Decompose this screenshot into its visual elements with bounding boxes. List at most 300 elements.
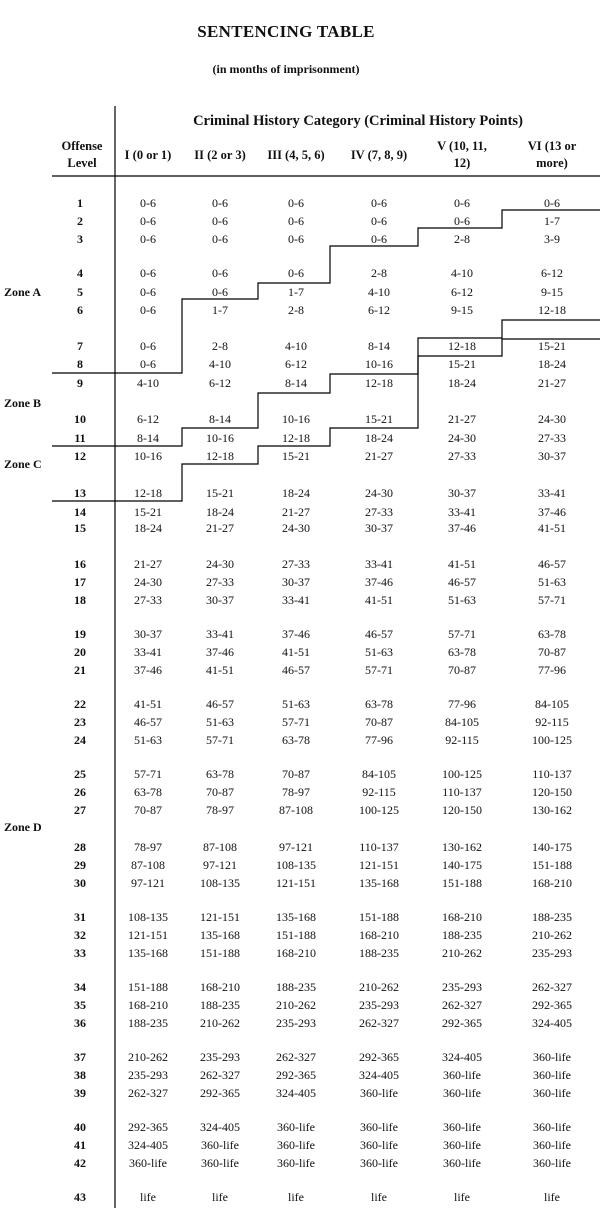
zone-d-label: Zone D [4, 820, 42, 834]
sentence-range-cell: 24-30 [134, 575, 162, 589]
sentence-range-cell: 0-6 [371, 232, 387, 246]
sentence-range-cell: 30-37 [282, 575, 310, 589]
sentence-range-cell: 9-15 [541, 285, 563, 299]
sentence-range-cell: 2-8 [212, 339, 228, 353]
sentence-range-cell: life [544, 1190, 560, 1204]
sentence-range-cell: 41-51 [365, 593, 393, 607]
sentence-range-cell: 360-life [360, 1120, 398, 1134]
sentence-range-cell: 15-21 [206, 486, 234, 500]
sentence-range-cell: 235-293 [276, 1016, 316, 1030]
sentence-range-cell: 41-51 [282, 645, 310, 659]
column-header-line: III (4, 5, 6) [267, 148, 325, 162]
sentence-range-cell: 110-137 [359, 840, 399, 854]
sentence-range-cell: 110-137 [442, 785, 482, 799]
sentence-range-cell: 135-168 [359, 876, 399, 890]
offense-level-cell: 28 [74, 840, 86, 854]
sentence-range-cell: 151-188 [276, 928, 316, 942]
offense-level-cell: 39 [74, 1086, 86, 1100]
sentence-range-cell: 30-37 [134, 627, 162, 641]
offense-level-cell: 23 [74, 715, 86, 729]
sentence-range-cell: 6-12 [137, 412, 159, 426]
sentence-range-cell: 41-51 [206, 663, 234, 677]
sentence-range-cell: 360-life [443, 1156, 481, 1170]
sentence-range-cell: 0-6 [212, 214, 228, 228]
column-header-line: 12) [453, 156, 471, 170]
offense-level-cell: 20 [74, 645, 86, 659]
offense-level-cell: 15 [74, 521, 86, 535]
sentence-range-cell: 292-365 [276, 1068, 316, 1082]
sentence-range-cell: 37-46 [206, 645, 234, 659]
sentence-range-cell: 360-life [129, 1156, 167, 1170]
sentence-range-cell: 188-235 [200, 998, 240, 1012]
sentence-range-cell: 33-41 [282, 593, 310, 607]
sentence-range-cell: 0-6 [454, 214, 470, 228]
offense-level-cell: 34 [74, 980, 86, 994]
sentence-range-cell: 97-121 [203, 858, 237, 872]
column-header-line: I (0 or 1) [124, 148, 172, 162]
sentence-range-cell: 57-71 [282, 715, 310, 729]
sentence-range-cell: 6-12 [368, 303, 390, 317]
sentence-range-cell: 360-life [277, 1120, 315, 1134]
sentence-range-cell: 2-8 [454, 232, 470, 246]
sentence-range-cell: 0-6 [212, 285, 228, 299]
offense-level-cell: 19 [74, 627, 86, 641]
offense-level-cell: 22 [74, 697, 86, 711]
sentence-range-cell: 33-41 [538, 486, 566, 500]
sentence-range-cell: 140-175 [442, 858, 482, 872]
sentence-range-cell: 24-30 [448, 431, 476, 445]
column-header-line: V (10, 11, [437, 139, 487, 153]
offense-level-cell: 17 [74, 575, 86, 589]
sentence-range-cell: 262-327 [442, 998, 482, 1012]
sentence-range-cell: 24-30 [206, 557, 234, 571]
sentence-range-cell: 2-8 [288, 303, 304, 317]
sentence-range-cell: 18-24 [538, 357, 566, 371]
sentence-range-cell: 1-7 [544, 214, 560, 228]
sentence-range-cell: 27-33 [365, 505, 393, 519]
sentence-range-cell: 120-150 [442, 803, 482, 817]
sentence-range-cell: 21-27 [206, 521, 234, 535]
sentence-range-cell: 70-87 [134, 803, 162, 817]
sentence-range-cell: 360-life [360, 1086, 398, 1100]
sentence-range-cell: 10-16 [206, 431, 234, 445]
sentence-range-cell: 1-7 [288, 285, 304, 299]
sentence-range-cell: 0-6 [212, 232, 228, 246]
sentence-range-cell: 0-6 [288, 214, 304, 228]
sentence-range-cell: 0-6 [140, 196, 156, 210]
sentence-range-cell: 21-27 [538, 376, 566, 390]
sentence-range-cell: 0-6 [544, 196, 560, 210]
sentence-range-cell: 0-6 [140, 266, 156, 280]
sentence-range-cell: 21-27 [282, 505, 310, 519]
sentence-range-cell: 18-24 [134, 521, 162, 535]
sentence-range-cell: 4-10 [137, 376, 159, 390]
sentence-range-cell: 24-30 [538, 412, 566, 426]
sentence-range-cell: 324-405 [276, 1086, 316, 1100]
sentence-range-cell: 78-97 [206, 803, 234, 817]
sentence-range-cell: 30-37 [538, 449, 566, 463]
sentence-range-cell: 140-175 [532, 840, 572, 854]
sentence-range-cell: 46-57 [448, 575, 476, 589]
sentence-range-cell: 360-life [533, 1120, 571, 1134]
sentence-range-cell: 33-41 [365, 557, 393, 571]
sentence-range-cell: 130-162 [532, 803, 572, 817]
offense-level-cell: 25 [74, 767, 86, 781]
sentence-range-cell: 51-63 [538, 575, 566, 589]
sentence-range-cell: 4-10 [285, 339, 307, 353]
sentence-range-cell: 210-262 [276, 998, 316, 1012]
sentence-range-cell: 360-life [443, 1068, 481, 1082]
offense-level-cell: 13 [74, 486, 86, 500]
sentence-range-cell: 360-life [201, 1156, 239, 1170]
sentence-range-cell: 51-63 [365, 645, 393, 659]
sentence-range-cell: 92-115 [445, 733, 479, 747]
sentence-range-cell: 63-78 [206, 767, 234, 781]
sentence-range-cell: 151-188 [442, 876, 482, 890]
sentence-range-cell: life [212, 1190, 228, 1204]
sentence-range-cell: 27-33 [282, 557, 310, 571]
sentence-range-cell: 168-210 [128, 998, 168, 1012]
sentence-range-cell: 210-262 [359, 980, 399, 994]
sentence-range-cell: 33-41 [134, 645, 162, 659]
sentence-range-cell: 235-293 [442, 980, 482, 994]
sentence-range-cell: 0-6 [288, 266, 304, 280]
sentence-range-cell: 0-6 [140, 339, 156, 353]
sentence-range-cell: 168-210 [359, 928, 399, 942]
sentence-range-cell: 4-10 [451, 266, 473, 280]
sentence-range-cell: 27-33 [538, 431, 566, 445]
sentence-range-cell: 41-51 [448, 557, 476, 571]
sentence-range-cell: 33-41 [206, 627, 234, 641]
sentence-range-cell: 30-37 [448, 486, 476, 500]
sentence-range-cell: 360-life [360, 1138, 398, 1152]
sentence-range-cell: 121-151 [276, 876, 316, 890]
sentence-range-cell: 8-14 [285, 376, 307, 390]
sentence-range-cell: 262-327 [359, 1016, 399, 1030]
sentence-range-cell: 78-97 [282, 785, 310, 799]
sentence-range-cell: 4-10 [368, 285, 390, 299]
sentence-range-cell: 12-18 [538, 303, 566, 317]
sentence-range-cell: 41-51 [134, 697, 162, 711]
sentence-range-cell: 92-115 [362, 785, 396, 799]
sentence-range-cell: 77-96 [365, 733, 393, 747]
sentence-range-cell: 120-150 [532, 785, 572, 799]
sentence-range-cell: 151-188 [359, 910, 399, 924]
sentence-range-cell: 168-210 [276, 946, 316, 960]
sentence-range-cell: 210-262 [532, 928, 572, 942]
sentence-range-cell: 168-210 [442, 910, 482, 924]
sentence-range-cell: 324-405 [442, 1050, 482, 1064]
sentence-range-cell: 360-life [201, 1138, 239, 1152]
sentence-range-cell: 21-27 [134, 557, 162, 571]
offense-level-cell: 2 [77, 214, 83, 228]
sentence-range-cell: 262-327 [128, 1086, 168, 1100]
zone-c-boundary [52, 339, 600, 501]
sentence-range-cell: 15-21 [538, 339, 566, 353]
column-header-line: VI (13 or [527, 139, 577, 153]
sentence-range-cell: 63-78 [365, 697, 393, 711]
sentence-range-cell: 8-14 [137, 431, 159, 445]
offense-level-cell: 5 [77, 285, 83, 299]
sentence-range-cell: 70-87 [448, 663, 476, 677]
sentence-range-cell: 0-6 [140, 232, 156, 246]
sentence-range-cell: 110-137 [532, 767, 572, 781]
offense-level-cell: 40 [74, 1120, 86, 1134]
column-header-line: II (2 or 3) [194, 148, 246, 162]
sentence-range-cell: 15-21 [134, 505, 162, 519]
sentence-range-cell: 70-87 [282, 767, 310, 781]
sentence-range-cell: 51-63 [206, 715, 234, 729]
sentence-range-cell: 41-51 [538, 521, 566, 535]
sentence-range-cell: 188-235 [128, 1016, 168, 1030]
sentence-range-cell: 360-life [443, 1138, 481, 1152]
sentence-range-cell: 63-78 [134, 785, 162, 799]
sentence-range-cell: 46-57 [282, 663, 310, 677]
sentence-range-cell: 6-12 [541, 266, 563, 280]
zone-c-label: Zone C [4, 457, 42, 471]
offense-level-cell: 35 [74, 998, 86, 1012]
sentence-range-cell: 262-327 [532, 980, 572, 994]
sentence-range-cell: 6-12 [451, 285, 473, 299]
sentence-range-cell: 6-12 [209, 376, 231, 390]
sentence-range-cell: 235-293 [128, 1068, 168, 1082]
sentence-range-cell: 0-6 [212, 266, 228, 280]
sentence-range-cell: 188-235 [532, 910, 572, 924]
sentence-range-cell: 18-24 [282, 486, 310, 500]
sentence-range-cell: 57-71 [538, 593, 566, 607]
sentence-range-cell: 324-405 [200, 1120, 240, 1134]
sentence-range-cell: 0-6 [371, 214, 387, 228]
sentence-range-cell: 30-37 [206, 593, 234, 607]
sentence-range-cell: 37-46 [134, 663, 162, 677]
sentence-range-cell: 0-6 [140, 285, 156, 299]
sentence-range-cell: 37-46 [448, 521, 476, 535]
sentence-range-cell: 135-168 [128, 946, 168, 960]
offense-level-cell: 12 [74, 449, 86, 463]
sentence-range-cell: 324-405 [532, 1016, 572, 1030]
sentence-range-cell: 100-125 [442, 767, 482, 781]
sentence-range-cell: 262-327 [276, 1050, 316, 1064]
sentence-range-cell: 360-life [533, 1068, 571, 1082]
sentence-range-cell: 0-6 [140, 357, 156, 371]
sentence-range-cell: 27-33 [206, 575, 234, 589]
sentence-range-cell: 46-57 [365, 627, 393, 641]
sentence-range-cell: 360-life [277, 1138, 315, 1152]
offense-level-cell: 43 [74, 1190, 86, 1204]
sentence-range-cell: 292-365 [442, 1016, 482, 1030]
sentence-range-cell: 70-87 [538, 645, 566, 659]
offense-level-cell: 29 [74, 858, 86, 872]
sentence-range-cell: 51-63 [134, 733, 162, 747]
sentence-range-cell: 292-365 [128, 1120, 168, 1134]
sentence-range-cell: life [371, 1190, 387, 1204]
sentence-range-cell: 10-16 [134, 449, 162, 463]
offense-level-cell: 21 [74, 663, 86, 677]
sentence-range-cell: 292-365 [359, 1050, 399, 1064]
sentence-range-cell: 18-24 [206, 505, 234, 519]
offense-level-cell: 3 [77, 232, 83, 246]
sentence-range-cell: 6-12 [285, 357, 307, 371]
offense-level-cell: 14 [74, 505, 86, 519]
sentence-range-cell: 37-46 [282, 627, 310, 641]
sentence-range-cell: 10-16 [365, 357, 393, 371]
sentence-range-cell: 188-235 [359, 946, 399, 960]
offense-level-cell: 36 [74, 1016, 86, 1030]
offense-level-cell: 18 [74, 593, 86, 607]
sentence-range-cell: 9-15 [451, 303, 473, 317]
sentence-range-cell: life [140, 1190, 156, 1204]
zone-a-boundary [52, 210, 600, 373]
sentence-range-cell: 0-6 [371, 196, 387, 210]
sentence-range-cell: 15-21 [448, 357, 476, 371]
sentence-range-cell: 0-6 [140, 214, 156, 228]
sentence-range-cell: 33-41 [448, 505, 476, 519]
sentence-range-cell: 108-135 [276, 858, 316, 872]
sentence-range-cell: 37-46 [365, 575, 393, 589]
sentence-range-cell: 121-151 [200, 910, 240, 924]
sentence-range-cell: 57-71 [365, 663, 393, 677]
sentence-range-cell: 360-life [443, 1086, 481, 1100]
offense-level-cell: 41 [74, 1138, 86, 1152]
sentence-range-cell: 292-365 [532, 998, 572, 1012]
sentence-range-cell: 2-8 [371, 266, 387, 280]
sentence-range-cell: 1-7 [212, 303, 228, 317]
sentence-range-cell: 100-125 [359, 803, 399, 817]
offense-level-cell: 32 [74, 928, 86, 942]
sentence-range-cell: 188-235 [276, 980, 316, 994]
offense-level-header-line: Offense [61, 139, 103, 153]
sentence-range-cell: 108-135 [128, 910, 168, 924]
sentence-range-cell: 8-14 [368, 339, 390, 353]
sentence-range-cell: 77-96 [538, 663, 566, 677]
sentence-range-cell: 21-27 [448, 412, 476, 426]
sentence-range-cell: 84-105 [362, 767, 396, 781]
sentence-range-cell: 0-6 [140, 303, 156, 317]
sentence-range-cell: 108-135 [200, 876, 240, 890]
sentence-range-cell: 15-21 [282, 449, 310, 463]
sentence-range-cell: 8-14 [209, 412, 231, 426]
sentence-range-cell: 360-life [360, 1156, 398, 1170]
sentence-range-cell: 92-115 [535, 715, 569, 729]
sentence-range-cell: 324-405 [359, 1068, 399, 1082]
offense-level-cell: 33 [74, 946, 86, 960]
sentence-range-cell: 151-188 [532, 858, 572, 872]
sentence-range-cell: 18-24 [448, 376, 476, 390]
sentence-range-cell: 100-125 [532, 733, 572, 747]
sentence-range-cell: 188-235 [442, 928, 482, 942]
sentence-range-cell: 97-121 [131, 876, 165, 890]
offense-level-cell: 11 [74, 431, 86, 445]
sentence-range-cell: 51-63 [282, 697, 310, 711]
sentence-range-cell: 0-6 [454, 196, 470, 210]
offense-level-cell: 7 [77, 339, 83, 353]
sentence-range-cell: 27-33 [448, 449, 476, 463]
sentence-range-cell: 51-63 [448, 593, 476, 607]
sentence-range-cell: 360-life [533, 1156, 571, 1170]
sentence-range-cell: 70-87 [206, 785, 234, 799]
sentence-range-cell: 10-16 [282, 412, 310, 426]
zone-a-label: Zone A [4, 285, 42, 299]
sentence-range-cell: 262-327 [200, 1068, 240, 1082]
offense-level-cell: 16 [74, 557, 86, 571]
sentence-range-cell: 360-life [443, 1120, 481, 1134]
sentence-range-cell: 210-262 [128, 1050, 168, 1064]
sentence-range-cell: 77-96 [448, 697, 476, 711]
sentence-range-cell: 87-108 [279, 803, 313, 817]
offense-level-cell: 30 [74, 876, 86, 890]
column-header-line: IV (7, 8, 9) [350, 148, 408, 162]
offense-level-cell: 31 [74, 910, 86, 924]
sentence-range-cell: 87-108 [131, 858, 165, 872]
offense-level-cell: 4 [77, 266, 83, 280]
sentence-range-cell: 12-18 [134, 486, 162, 500]
sentence-range-cell: 121-151 [128, 928, 168, 942]
sentence-range-cell: 63-78 [538, 627, 566, 641]
sentence-range-cell: 46-57 [538, 557, 566, 571]
sentence-range-cell: 37-46 [538, 505, 566, 519]
sentence-range-cell: 24-30 [365, 486, 393, 500]
column-header-line: more) [536, 156, 568, 170]
sentence-range-cell: 63-78 [282, 733, 310, 747]
page-title: SENTENCING TABLE [197, 22, 375, 41]
sentence-range-cell: 360-life [277, 1156, 315, 1170]
sentence-range-cell: 0-6 [288, 196, 304, 210]
sentence-range-cell: 151-188 [128, 980, 168, 994]
sentence-range-cell: 84-105 [445, 715, 479, 729]
sentence-range-cell: 24-30 [282, 521, 310, 535]
sentence-range-cell: 135-168 [200, 928, 240, 942]
offense-level-cell: 26 [74, 785, 86, 799]
sentence-range-cell: 135-168 [276, 910, 316, 924]
offense-level-cell: 24 [74, 733, 86, 747]
sentence-range-cell: 12-18 [282, 431, 310, 445]
sentence-range-cell: 12-18 [448, 339, 476, 353]
sentence-range-cell: 87-108 [203, 840, 237, 854]
sentence-range-cell: 63-78 [448, 645, 476, 659]
sentence-range-cell: 168-210 [532, 876, 572, 890]
sentence-range-cell: 46-57 [206, 697, 234, 711]
offense-level-cell: 9 [77, 376, 83, 390]
sentence-range-cell: life [288, 1190, 304, 1204]
offense-level-cell: 27 [74, 803, 86, 817]
sentence-range-cell: 4-10 [209, 357, 231, 371]
sentence-range-cell: 324-405 [128, 1138, 168, 1152]
offense-level-cell: 38 [74, 1068, 86, 1082]
sentence-range-cell: 235-293 [200, 1050, 240, 1064]
sentence-range-cell: 15-21 [365, 412, 393, 426]
zone-b-label: Zone B [4, 396, 42, 410]
offense-level-cell: 10 [74, 412, 86, 426]
sentence-range-cell: 57-71 [448, 627, 476, 641]
sentence-range-cell: 151-188 [200, 946, 240, 960]
sentence-range-cell: 3-9 [544, 232, 560, 246]
sentence-range-cell: 360-life [533, 1086, 571, 1100]
sentence-range-cell: 168-210 [200, 980, 240, 994]
offense-level-cell: 37 [74, 1050, 86, 1064]
sentence-range-cell: life [454, 1190, 470, 1204]
sentence-range-cell: 21-27 [365, 449, 393, 463]
offense-level-cell: 1 [77, 196, 83, 210]
sentence-range-cell: 235-293 [359, 998, 399, 1012]
sentence-range-cell: 210-262 [200, 1016, 240, 1030]
sentence-range-cell: 70-87 [365, 715, 393, 729]
sentence-range-cell: 360-life [533, 1138, 571, 1152]
offense-level-header-line: Level [67, 156, 97, 170]
sentence-range-cell: 0-6 [288, 232, 304, 246]
sentence-range-cell: 84-105 [535, 697, 569, 711]
offense-level-cell: 8 [77, 357, 83, 371]
sentence-range-cell: 97-121 [279, 840, 313, 854]
